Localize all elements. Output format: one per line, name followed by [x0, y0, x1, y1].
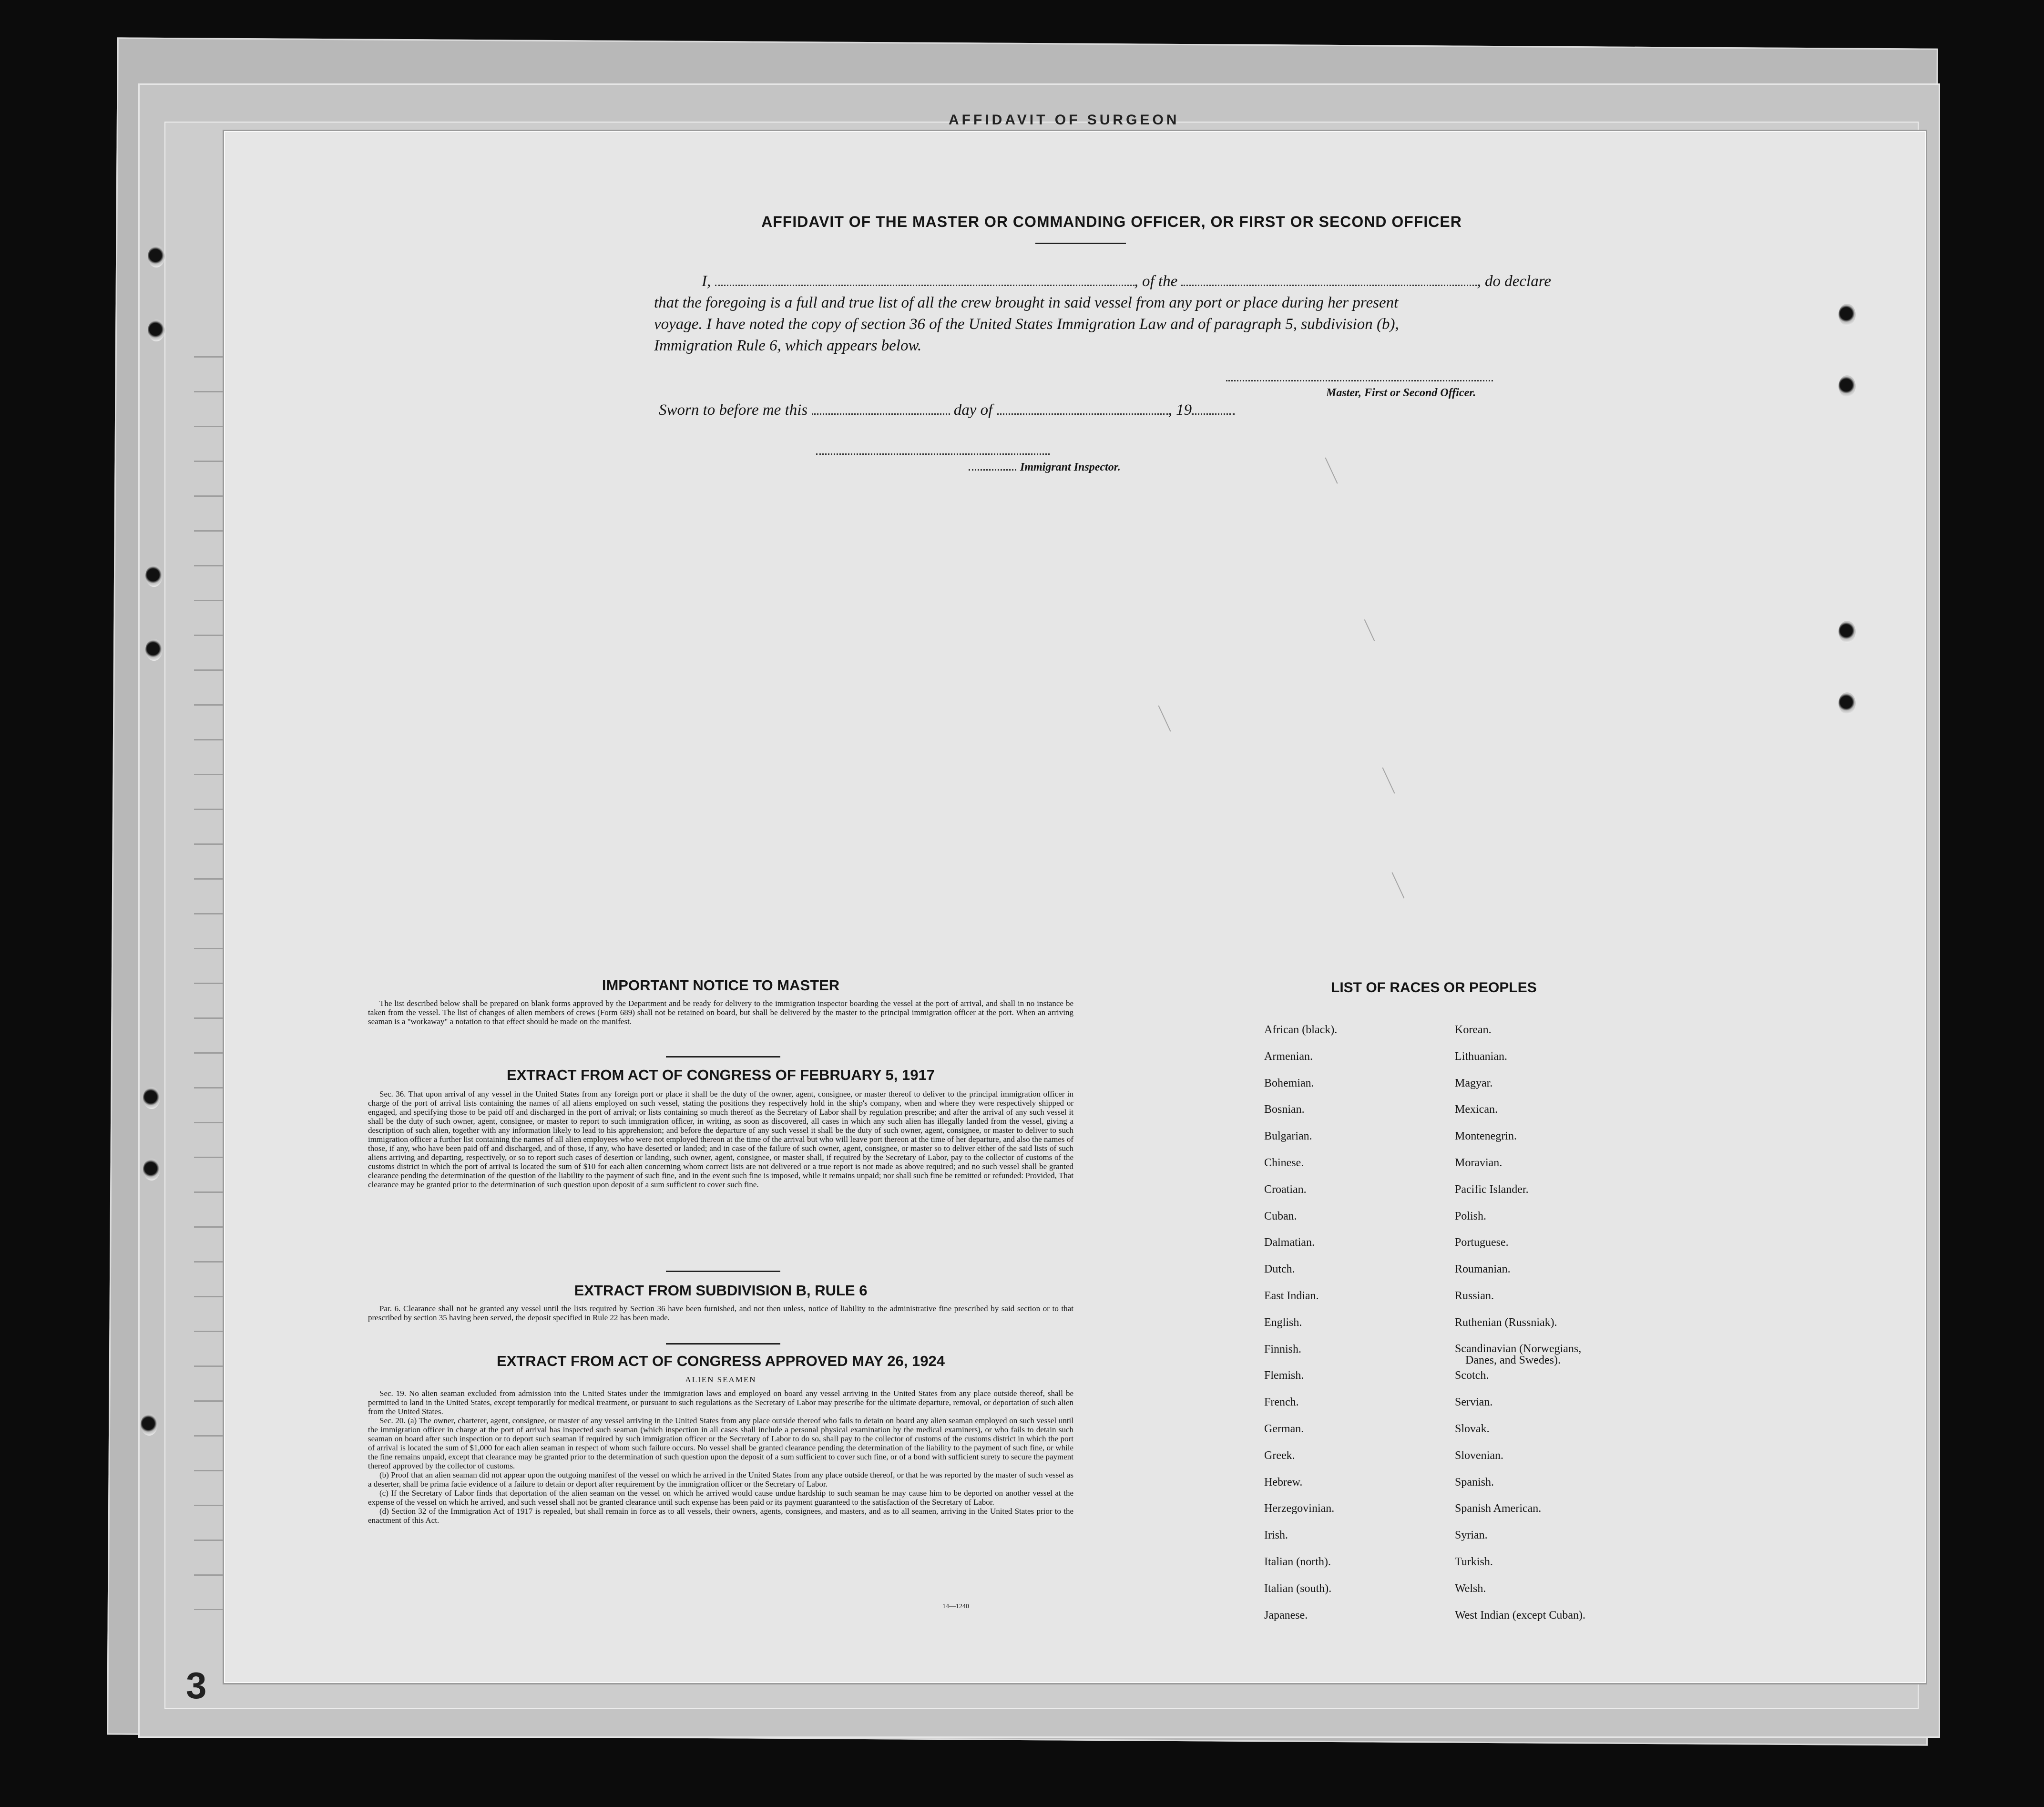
- race-item: Japanese.: [1264, 1609, 1308, 1622]
- race-item: Italian (south).: [1264, 1582, 1332, 1595]
- race-item: Korean.: [1455, 1024, 1492, 1036]
- section-divider: [666, 1271, 780, 1272]
- race-item: Dalmatian.: [1264, 1236, 1315, 1249]
- race-item: German.: [1264, 1422, 1304, 1435]
- binder-hole-icon: [1839, 621, 1856, 643]
- race-item-continuation: Danes, and Swedes).: [1465, 1354, 1561, 1366]
- race-item: Lithuanian.: [1455, 1050, 1507, 1063]
- sec-20c-paragraph: (c) If the Secretary of Labor finds that deportation of the alien seaman on the vessel on which he arrived would cause undue hardship to such seaman he may cause him to be deported on another vessel at the expense of the vessel on which he arrived, and such vessel shall not be granted clearance until such expense has been paid or its payment guaranteed to the satisfaction of the Secretary of Labor.: [368, 1489, 1073, 1507]
- race-item: East Indian.: [1264, 1289, 1319, 1302]
- race-item: Moravian.: [1455, 1156, 1502, 1169]
- section-divider: [666, 1343, 780, 1345]
- race-item: Pacific Islander.: [1455, 1183, 1529, 1196]
- margin-page-number: 3: [186, 1664, 207, 1706]
- extract-rule6-paragraph: Par. 6. Clearance shall not be granted any vessel until the lists required by Section 36 have been furnished, and not then unless, notice of liability to the administrative fine prescribed by said section or to that prescribed by section 35 having been served, the deposit specified in Rule 22 has been made.: [368, 1304, 1073, 1322]
- sec-20d-paragraph: (d) Section 32 of the Immigration Act of 1917 is repealed, but shall remain in force as to all vessels, their owners, agents, consignees, and masters, and as to all seamen, arriving in the United States prior to the enactment of this Act.: [368, 1507, 1073, 1525]
- race-item: Greek.: [1264, 1449, 1295, 1462]
- of-the-label: , of the: [1134, 273, 1178, 290]
- race-item: Polish.: [1455, 1210, 1487, 1222]
- officer-name-field[interactable]: [715, 270, 1134, 286]
- extract-1917-paragraph: Sec. 36. That upon arrival of any vessel in the United States from any foreign port or place it shall be the duty of the owner, agent, consignee, or master thereof to deliver to the principal immigration officer in charge of the port of arrival lists containing the names of all aliens employed on such vessel, stating the positions they respectively hold in the ship's company, when and where they were respectively shipped or engaged, and specifying those to be paid off and discharged in the port of arrival; or lists containing so much thereof as the Secretary of Labor shall by regulation prescribe; and after the arrival of any such vessel it shall be the duty of such owner, agent, consignee, or master to report to such immigration officer, in writing, as soon as discovered, all cases in which any such alien has illegally landed from the vessel, giving a description of such alien, together with any information likely to lead to his apprehension; and before the departure of any such vessel it shall be the duty of such owner, agent, consignee, or master to deliver to such immigration officer a further list containing the names of all alien employees who were not employed thereon at the time of the arrival but who will leave port thereon at the time of her departure, and also the names of those, if any, who have been paid off and discharged, and of those, if any, who have deserted or landed; and in case of the failure of such owner, agent, consignee, or master so to deliver either of the said lists of such aliens arriving and departing, respectively, or so to report such cases of desertion or landing, such owner, agent, consignee, or master shall, if required by the Secretary of Labor, pay to the collector of customs of the customs district in which the port of arrival is located the sum of $10 for each alien concerning whom correct lists are not delivered or a true report is not made as above required; and no such vessel shall be granted clearance pending the determination of the question of the liability to the payment of such fine, and in the event such fine is imposed, while it remains unpaid; nor shall such fine be remitted or refunded: Provided, That clearance may be granted prior to the determination of such question upon deposit of a sum sufficient to cover such fine.: [368, 1089, 1073, 1189]
- title-divider: [1035, 243, 1126, 244]
- binder-hole-icon: [1839, 692, 1856, 714]
- extract-1917-title: EXTRACT FROM ACT OF CONGRESS OF FEBRUARY 5, 1917: [507, 1067, 935, 1083]
- race-item: Slovak.: [1455, 1422, 1490, 1435]
- sworn-year-field[interactable]: [1192, 399, 1235, 415]
- race-item: Mexican.: [1455, 1103, 1498, 1116]
- race-item: Slovenian.: [1455, 1449, 1503, 1462]
- sworn-label: Sworn to before me this: [659, 401, 808, 419]
- extract-rule6-title: EXTRACT FROM SUBDIVISION B, RULE 6: [574, 1282, 868, 1299]
- race-item: Syrian.: [1455, 1529, 1488, 1542]
- races-left-column: [1264, 1024, 1445, 1635]
- sec-19-paragraph: Sec. 19. No alien seaman excluded from admission into the United States under the immigration laws and employed on board any vessel arriving in the United States from any place outside thereof, shall be permitted to land in the United States, except temporarily for medical treatment, or pursuant to such regulations as the Secretary of Labor may prescribe for the ultimate departure, removal, or deportation of such alien from the United States.: [368, 1389, 1073, 1416]
- race-item: Chinese.: [1264, 1156, 1304, 1169]
- race-item: Herzegovinian.: [1264, 1502, 1335, 1515]
- notice-body: [368, 999, 1073, 1026]
- declaration-line-1: [654, 270, 1750, 292]
- race-item: Welsh.: [1455, 1582, 1486, 1595]
- inspector-signature-line[interactable]: [816, 453, 1050, 455]
- races-title: LIST OF RACES OR PEOPLES: [1331, 980, 1537, 996]
- binder-hole-icon: [1839, 304, 1856, 326]
- affidavit-title: AFFIDAVIT OF THE MASTER OR COMMANDING OFFICER, OR FIRST OR SECOND OFFICER: [761, 213, 1462, 230]
- sec-20b-paragraph: (b) Proof that an alien seaman did not appear upon the outgoing manifest of the vessel on which he arrived in the United States from any place outside thereof, or that he was reported by the master of such vessel as a deserter, shall be prima facie evidence of a failure to detain or deport after requirement by the immigration officer or the Secretary of Labor.: [368, 1470, 1073, 1489]
- race-item: Portuguese.: [1455, 1236, 1509, 1249]
- background-sheet-header: AFFIDAVIT OF SURGEON: [949, 112, 1180, 128]
- race-item: Bulgarian.: [1264, 1130, 1312, 1143]
- binder-hole-icon: [148, 246, 165, 267]
- race-item: Croatian.: [1264, 1183, 1307, 1196]
- race-item: Roumanian.: [1455, 1263, 1511, 1276]
- binder-hole-icon: [143, 1159, 160, 1181]
- extract-1924-title: EXTRACT FROM ACT OF CONGRESS APPROVED MAY 26, 1924: [497, 1353, 945, 1369]
- race-item: Russian.: [1455, 1289, 1494, 1302]
- race-item: Montenegrin.: [1455, 1130, 1517, 1143]
- race-item: Spanish.: [1455, 1476, 1494, 1489]
- binder-hole-icon: [145, 639, 163, 661]
- year-prefix-label: , 19: [1168, 401, 1192, 419]
- declaration-line-2: that the foregoing is a full and true list of all the crew brought in said vessel from any port or place during her present: [654, 294, 1399, 311]
- day-of-label: day of: [953, 401, 993, 419]
- race-item: Ruthenian (Russniak).: [1455, 1316, 1557, 1329]
- extract-1917-body: [368, 1089, 1073, 1189]
- race-item: Armenian.: [1264, 1050, 1313, 1063]
- race-item: West Indian (except Cuban).: [1455, 1609, 1585, 1622]
- race-item: Flemish.: [1264, 1369, 1304, 1382]
- binder-hole-icon: [143, 1087, 160, 1109]
- master-signature-line[interactable]: [1226, 380, 1493, 381]
- notice-title: IMPORTANT NOTICE TO MASTER: [602, 977, 840, 994]
- form-page: [224, 131, 1926, 1683]
- race-item: Scotch.: [1455, 1369, 1489, 1382]
- race-item: Cuban.: [1264, 1210, 1297, 1222]
- sworn-month-field[interactable]: [997, 399, 1168, 415]
- extract-1924-body: [368, 1389, 1073, 1525]
- race-item: Hebrew.: [1264, 1476, 1303, 1489]
- do-declare-label: , do declare: [1477, 273, 1551, 290]
- inspector-signature-caption: [969, 461, 1121, 474]
- races-right-column: [1455, 1024, 1684, 1635]
- race-item: Dutch.: [1264, 1263, 1295, 1276]
- section-divider: [666, 1056, 780, 1058]
- binder-hole-icon: [148, 319, 165, 341]
- inspector-caption-text: Immigrant Inspector.: [1020, 461, 1121, 473]
- race-item: Irish.: [1264, 1529, 1288, 1542]
- vessel-name-field[interactable]: [1181, 270, 1477, 286]
- race-item: Finnish.: [1264, 1343, 1302, 1355]
- binder-hole-icon: [1839, 375, 1856, 397]
- affidavit-declaration: [654, 270, 1750, 357]
- master-signature-caption: Master, First or Second Officer.: [1326, 387, 1476, 399]
- binder-hole-icon: [141, 1414, 158, 1436]
- race-item: Turkish.: [1455, 1555, 1493, 1568]
- alien-seamen-subtitle: ALIEN SEAMEN: [685, 1375, 756, 1384]
- race-item: Scandinavian (Norwegians, Danes, and Swedes).: [1455, 1343, 1684, 1370]
- declaration-line-4: Immigration Rule 6, which appears below.: [654, 337, 922, 354]
- notice-paragraph: The list described below shall be prepared on blank forms approved by the Department and be ready for delivery to the immigration inspector boarding the vessel at the port of arrival, and shall in no instance be taken from the vessel. The list of changes of alien members of crews (Form 689) shall not be retained on board, but shall be delivered by the master to the principal immigration officer at the port. When an arriving seaman is a "workaway" a notation to that effect should be made on the manifest.: [368, 999, 1073, 1026]
- race-item: Italian (north).: [1264, 1555, 1331, 1568]
- binder-hole-icon: [145, 565, 163, 587]
- inspector-name-field[interactable]: [969, 469, 1016, 471]
- declaration-line-3: voyage. I have noted the copy of section 36 of the United States Immigration Law and of paragraph 5, subdivision (b),: [654, 316, 1399, 333]
- race-item: Magyar.: [1455, 1077, 1493, 1089]
- race-item: English.: [1264, 1316, 1302, 1329]
- race-item: French.: [1264, 1396, 1299, 1409]
- sworn-day-field[interactable]: [812, 399, 950, 415]
- race-item: Servian.: [1455, 1396, 1493, 1409]
- extract-rule6-body: [368, 1304, 1073, 1322]
- race-item: African (black).: [1264, 1024, 1338, 1036]
- sec-20a-paragraph: Sec. 20. (a) The owner, charterer, agent, consignee, or master of any vessel arriving in the United States from any place outside thereof who fails to detain on board any alien seaman employed on such vessel until the immigration officer in charge at the port of arrival has inspected such seaman (which inspection in all cases shall include a personal physical examination by the medical examiners), or who fails to detain such seaman on board after such inspection or to deport such seaman if required by such immigration officer or the Secretary of Labor to do so, shall pay to the collector of customs of the customs district in which the port of arrival is located the sum of $1,000 for each alien seaman in respect of whom such failure occurs. No vessel shall be granted clearance pending the determination of the liability to the payment of such fine, or while the fine remains unpaid, except that clearance may be granted prior to the determination of such question upon the deposit of a sum sufficient to cover such fine, or of a bond with sufficient surety to secure the payment thereof approved by the collector of customs.: [368, 1416, 1073, 1470]
- race-item: Bohemian.: [1264, 1077, 1314, 1089]
- race-item: Spanish American.: [1455, 1502, 1542, 1515]
- sworn-line: [659, 399, 1235, 421]
- race-item: Bosnian.: [1264, 1103, 1305, 1116]
- i-label: I,: [702, 273, 711, 290]
- form-number: 14—1240: [942, 1603, 969, 1610]
